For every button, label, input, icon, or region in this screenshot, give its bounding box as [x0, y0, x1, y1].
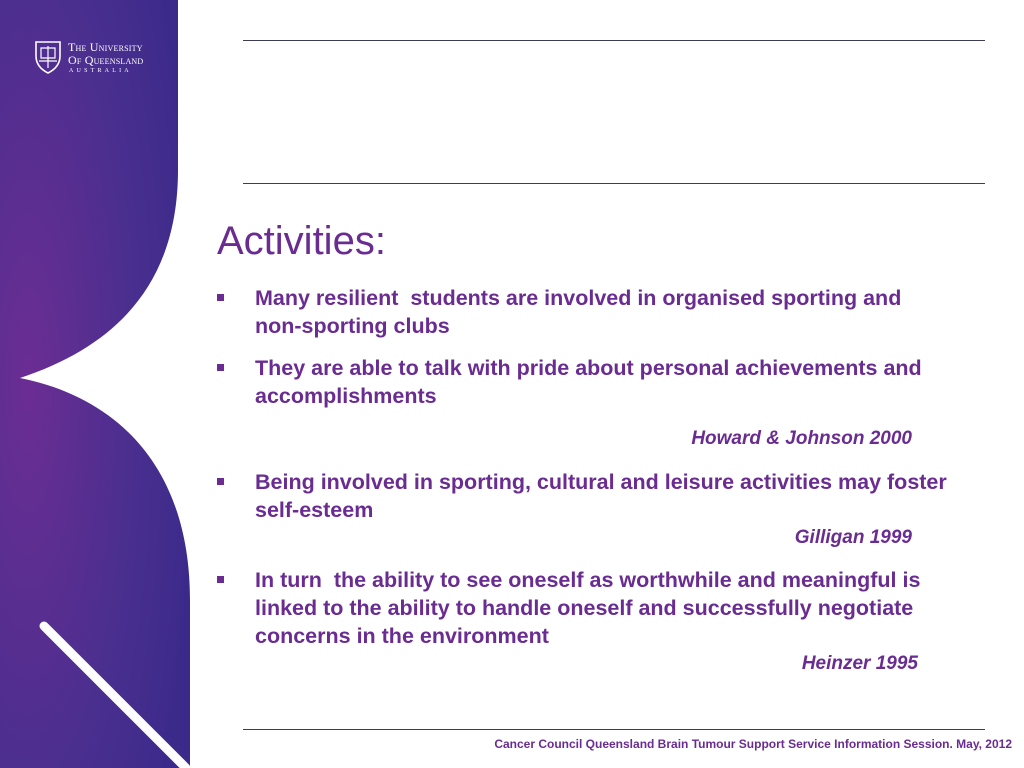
left-decorative-panel — [0, 0, 200, 768]
title-rule — [243, 183, 985, 184]
logo-line-3: AUSTRALIA — [69, 68, 132, 74]
logo-line-2: Of Queensland — [68, 53, 144, 67]
bullet-item — [217, 284, 947, 340]
panel-shape — [0, 0, 190, 768]
bullet-item — [217, 354, 947, 410]
bullet-square-icon — [217, 364, 224, 371]
bullet-square-icon — [217, 576, 224, 583]
citation: Gilligan 1999 — [794, 527, 912, 548]
university-logo — [34, 40, 164, 80]
slide-heading: Activities: — [217, 219, 386, 263]
logo-line-1: The University — [68, 40, 143, 54]
citation: Howard & Johnson 2000 — [691, 428, 912, 449]
bullet-text: Being involved in sporting, cultural and leisure activities may foster self-esteem — [255, 470, 953, 522]
footer-text: Cancer Council Queensland Brain Tumour Support Service Information Session. May, 2012 — [494, 737, 1012, 751]
crest-icon — [34, 40, 62, 74]
top-rule — [243, 40, 985, 41]
citation: Heinzer 1995 — [801, 653, 918, 674]
bullet-item — [217, 566, 947, 650]
footer-rule — [243, 729, 985, 730]
bullet-text: In turn the ability to see oneself as worthwhile and meaningful is linked to the ability to handle oneself and successfully negotiate concerns in the environment — [255, 568, 927, 648]
bullet-text: They are able to talk with pride about personal achievements and accomplishments — [255, 356, 928, 408]
bullet-item — [217, 468, 953, 524]
bullet-text: Many resilient students are involved in organised sporting and non-sporting clubs — [255, 286, 908, 338]
bullet-square-icon — [217, 294, 224, 301]
bullet-square-icon — [217, 478, 224, 485]
